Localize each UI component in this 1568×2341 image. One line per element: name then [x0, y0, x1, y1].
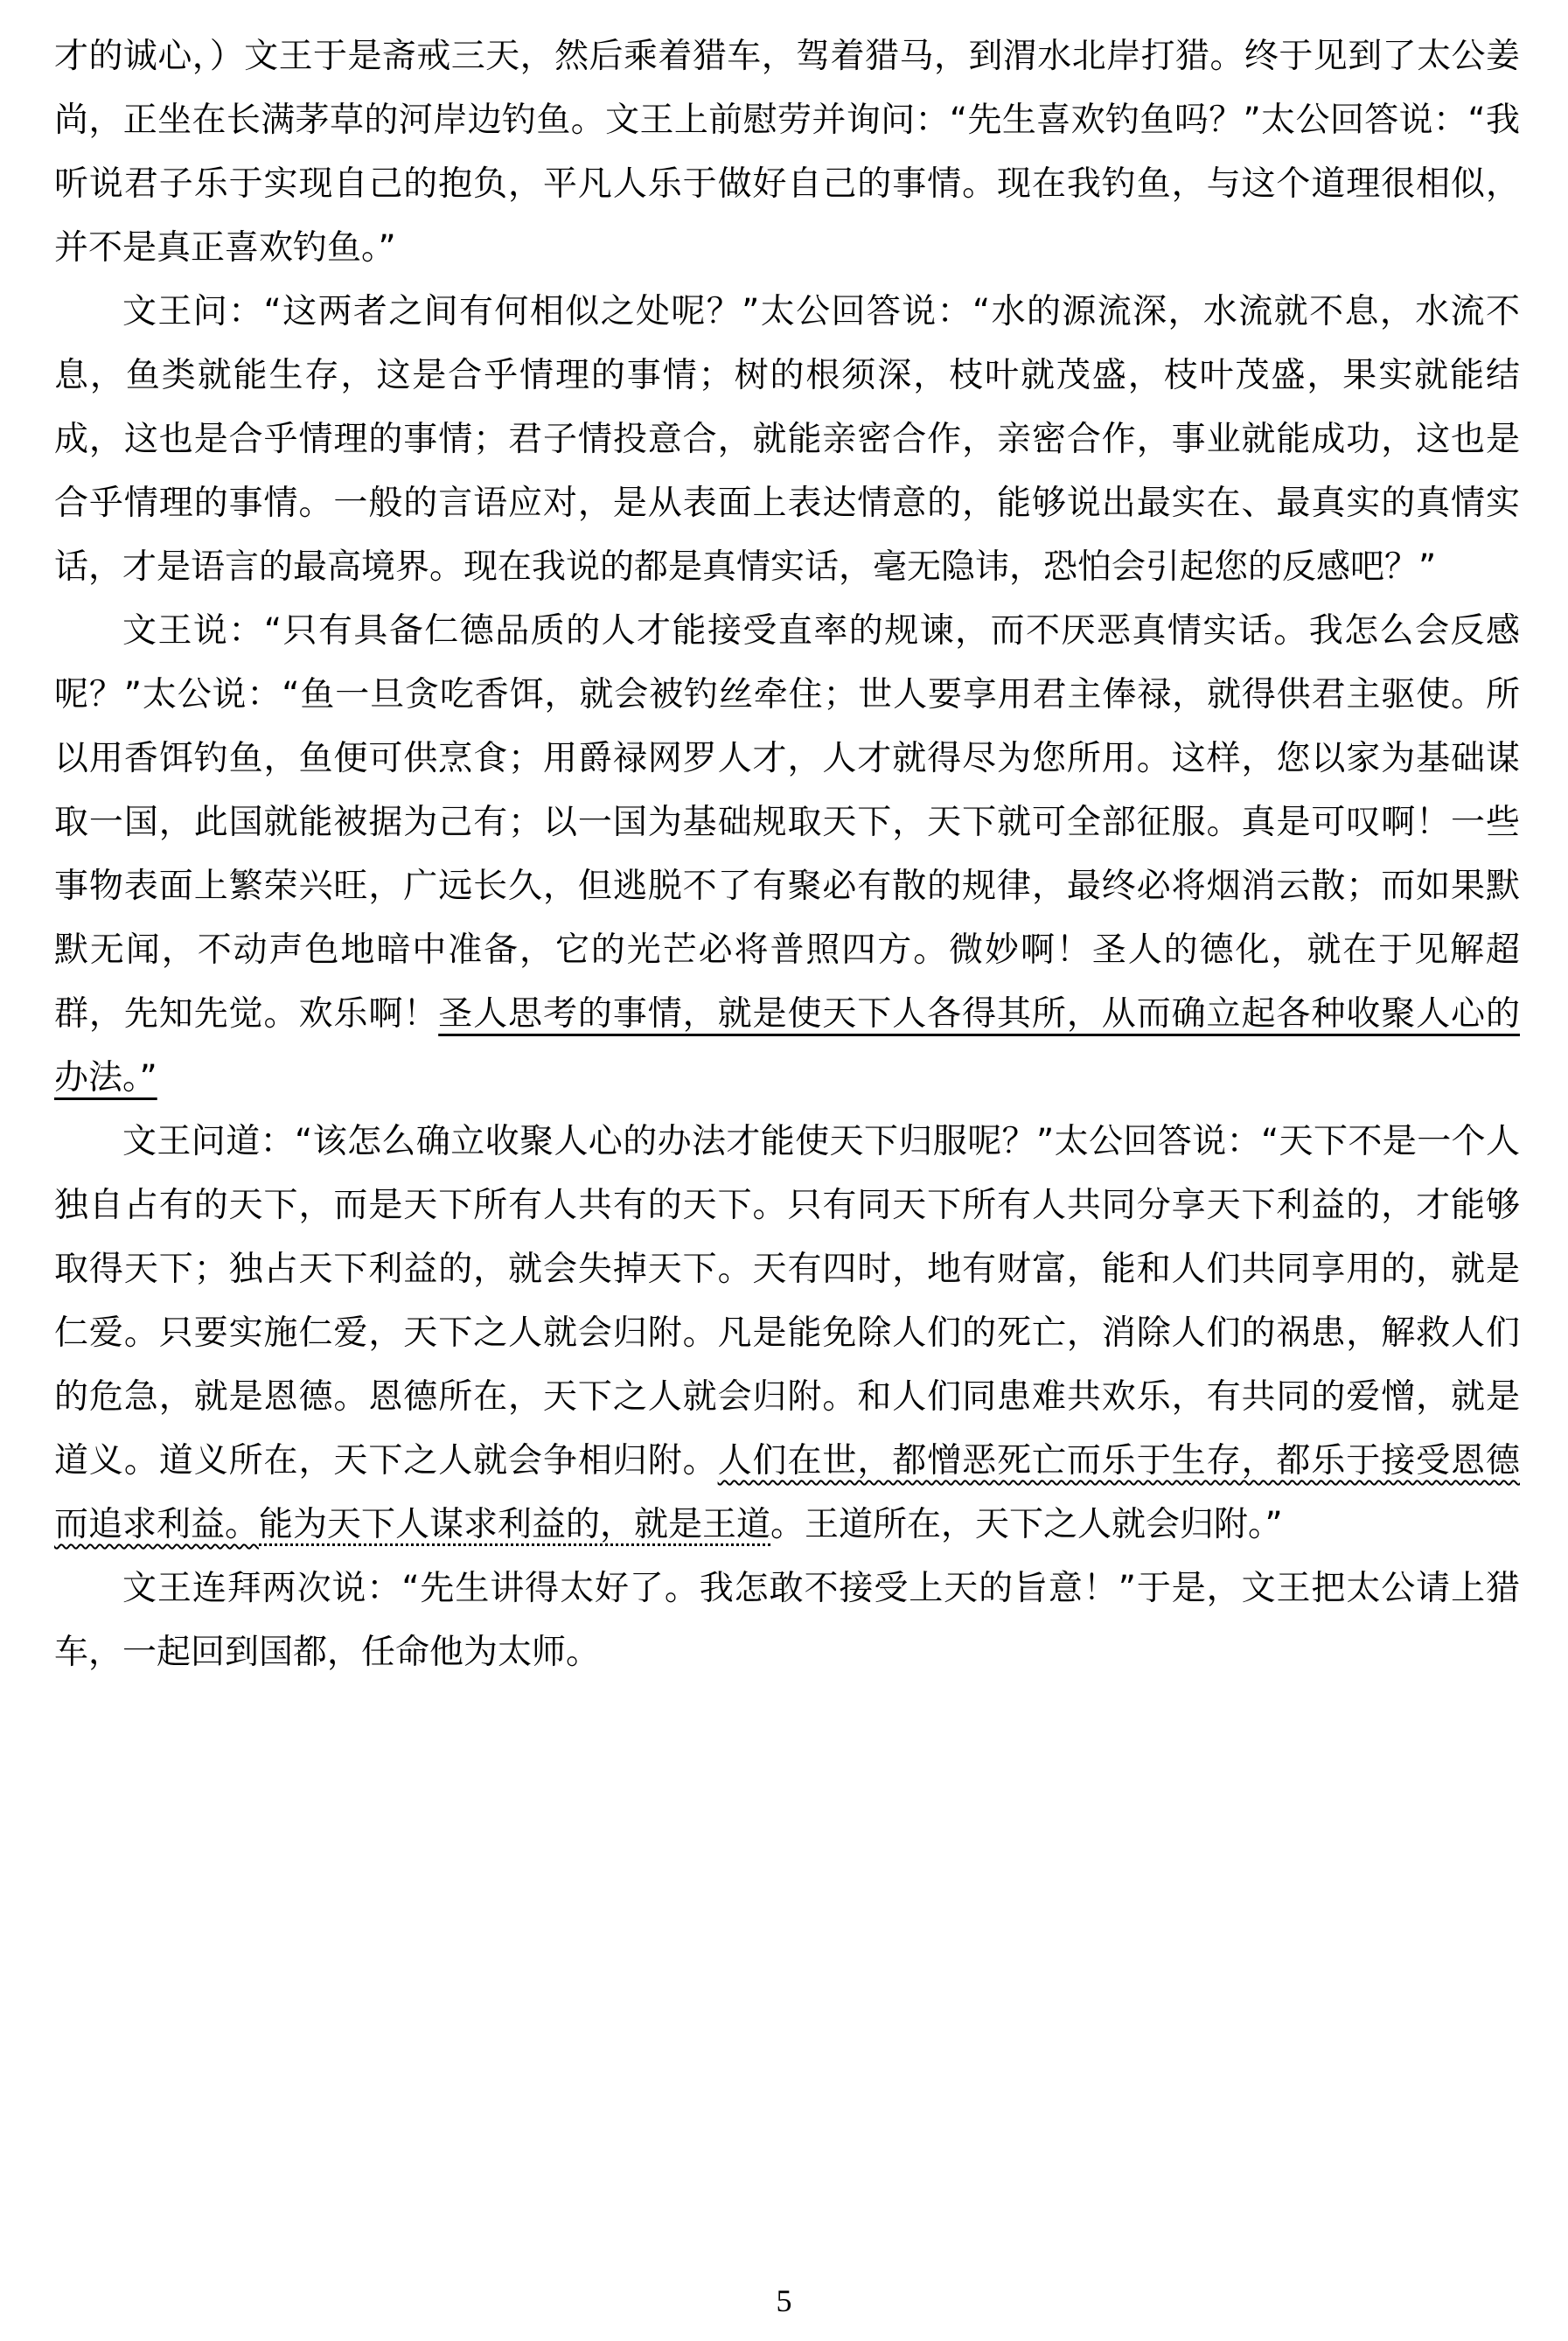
- paragraph-text: 文王问：“这两者之间有何相似之处呢？”太公回答说：“水的源流深，水流就不息，水流不息，鱼类就能生存，这是合乎情理的事情；树的根须深，枝叶就茂盛，枝叶茂盛，果实就能结成，这也是合乎情理的事情；君子情投意合，就能亲密合作，亲密合作，事业就能成功，这也是合乎情理的事情。一般的言语应对，是从表面上表达情意的，能够说出最实在、最真实的真情实话，才是语言的最高境界。现在我说的都是真情实话，毫无隐讳，恐怕会引起您的反感吧？”: [54, 292, 1520, 587]
- paragraph-text: 。王道所在，天下之人就会归附。”: [770, 1505, 1283, 1544]
- wavy-underlined-sentence: 人们在世，都憎恶死亡而乐于生存，都乐于接受恩德而追求利益。: [54, 1441, 1520, 1544]
- paragraph-1: [54, 24, 1520, 280]
- document-body: [54, 24, 1520, 1684]
- paragraph-text: 文王说：“只有具备仁德品质的人才能接受直率的规谏，而不厌恶真情实话。我怎么会反感呢？”太公说：“鱼一旦贪吃香饵，就会被钓丝牵住；世人要享用君主俸禄，就得供君主驱使。所以用香饵钓鱼，鱼便可供烹食；用爵禄网罗人才，人才就得尽为您所用。这样，您以家为基础谋取一国，此国就能被据为己有；以一国为基础规取天下，天下就可全部征服。真是可叹啊！一些事物表面上繁荣兴旺，广远长久，但逃脱不了有聚必有散的规律，最终必将烟消云散；而如果默默无闻，不动声色地暗中准备，它的光芒必将普照四方。微妙啊！圣人的德化，就在于见解超群，先知先觉。欢乐啊！: [54, 611, 1520, 1034]
- dotted-underlined-sentence: 能为天下人谋求利益的，就是王道: [259, 1505, 771, 1544]
- paragraph-3: [54, 599, 1520, 1110]
- paragraph-text: 才的诚心，）文王于是斋戒三天，然后乘着猎车，驾着猎马，到渭水北岸打猎。终于见到了太公姜尚，正坐在长满茅草的河岸边钓鱼。文王上前慰劳并询问：“先生喜欢钓鱼吗？”太公回答说：“我听说君子乐于实现自己的抱负，平凡人乐于做好自己的事情。现在我钓鱼，与这个道理很相似，并不是真正喜欢钓鱼。”: [54, 37, 1520, 268]
- paragraph-2: [54, 280, 1520, 599]
- page-number: 5: [776, 2283, 792, 2318]
- paragraph-5: [54, 1557, 1520, 1684]
- paragraph-text: 文王连拜两次说：“先生讲得太好了。我怎敢不接受上天的旨意！”于是，文王把太公请上猎车，一起回到国都，任命他为太师。: [54, 1569, 1520, 1672]
- paragraph-text: 文王问道：“该怎么确立收聚人心的办法才能使天下归服呢？”太公回答说：“天下不是一个人独自占有的天下，而是天下所有人共有的天下。只有同天下所有人共同分享天下利益的，才能够取得天下；独占天下利益的，就会失掉天下。天有四时，地有财富，能和人们共同享用的，就是仁爱。只要实施仁爱，天下之人就会归附。凡是能免除人们的死亡，消除人们的祸患，解救人们的危急，就是恩德。恩德所在，天下之人就会归附。和人们同患难共欢乐，有共同的爱憎，就是道义。道义所在，天下之人就会争相归附。: [54, 1122, 1520, 1481]
- paragraph-4: [54, 1110, 1520, 1557]
- underlined-sentence: 圣人思考的事情，就是使天下人各得其所，从而确立起各种收聚人心的办法。”: [54, 994, 1520, 1097]
